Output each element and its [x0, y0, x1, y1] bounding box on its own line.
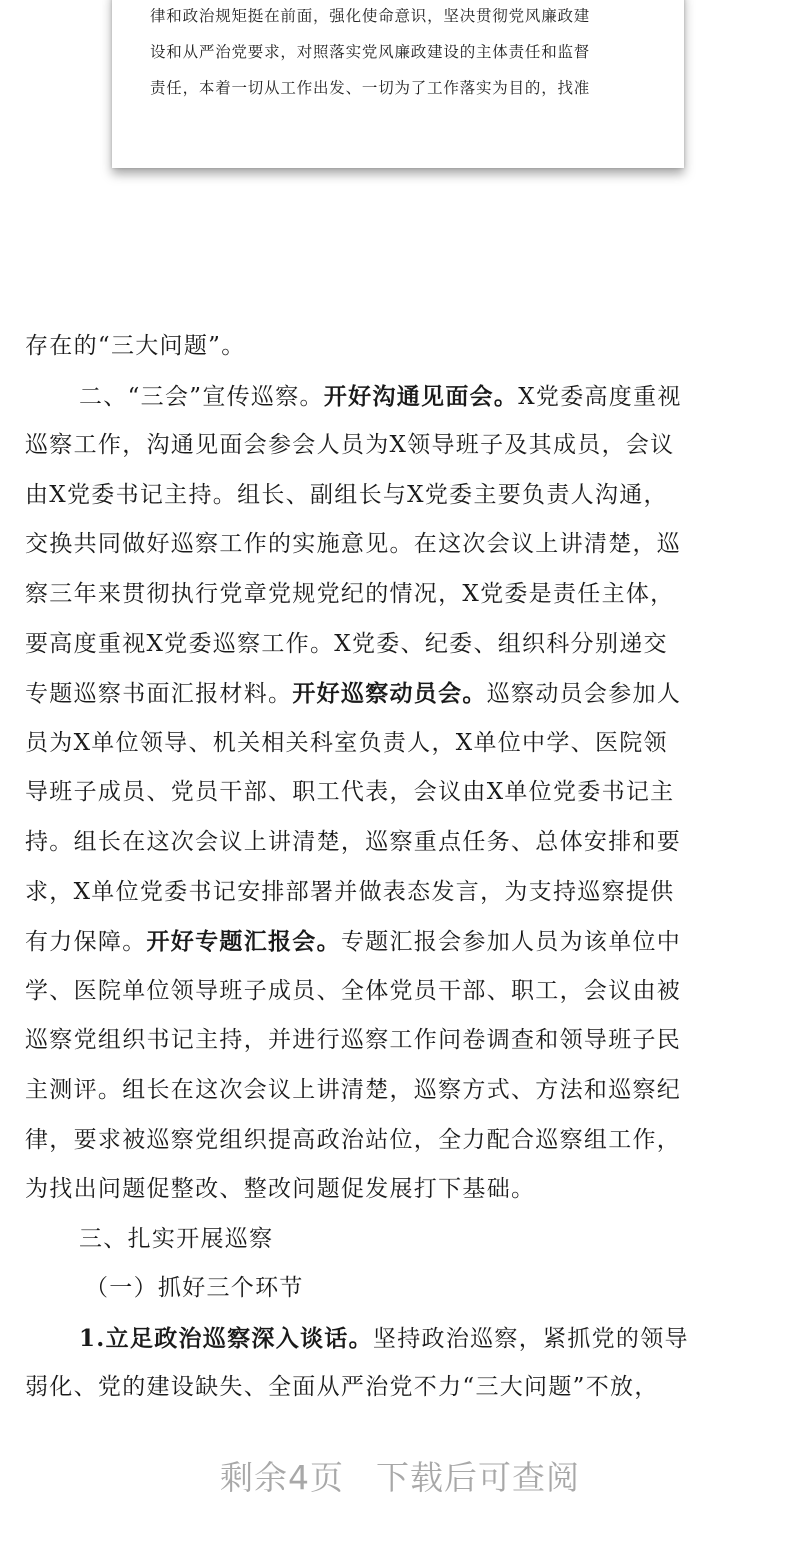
text-span: X党委高度重视: [518, 383, 682, 410]
text-line: 弱化、党的建设缺失、全面从严治党不力“三大问题”不放，: [25, 1374, 659, 1401]
document-body: [25, 322, 785, 1413]
text-line: 察三年来贯彻执行党章党规党纪的情况，X党委是责任主体，: [25, 580, 675, 607]
text-line: 持。组长在这次会议上讲清楚，巡察重点任务、总体安排和要: [25, 828, 682, 855]
text-line: 要高度重视X党委巡察工作。X党委、纪委、组织科分别递交: [25, 630, 668, 657]
card-line: 设和从严治党要求，对照落实党风廉政建设的主体责任和监督: [150, 43, 591, 61]
text-line: [25, 1314, 785, 1364]
subsection-heading: （一）抓好三个环节: [85, 1275, 304, 1302]
preview-page-card: [112, 0, 684, 168]
text-line: [25, 669, 785, 719]
text-line: 由X党委书记主持。组长、副组长与X党委主要负责人沟通，: [25, 481, 668, 508]
text-line: 交换共同做好巡察工作的实施意见。在这次会议上讲清楚，巡: [25, 531, 682, 558]
card-line: 责任，本着一切从工作出发、一切为了工作落实为目的，找准: [150, 79, 591, 97]
text-line: 律，要求被巡察党组织提高政治站位，全力配合巡察组工作，: [25, 1126, 682, 1153]
text-span: 专题汇报会参加人员为该单位中: [340, 929, 682, 956]
text-line: [25, 917, 785, 967]
text-span: 有力保障。: [25, 929, 147, 956]
text-line: 主测评。组长在这次会议上讲清楚，巡察方式、方法和巡察纪: [25, 1076, 682, 1103]
text-line: 导班子成员、党员干部、职工代表，会议由X单位党委书记主: [25, 779, 675, 806]
download-hint-text: 下载后可查阅: [376, 1458, 580, 1497]
remaining-pages-banner[interactable]: [0, 1452, 800, 1499]
card-line: 律和政治规矩挺在前面，强化使命意识，坚决贯彻党风廉政建: [150, 7, 591, 25]
bold-subheading: 开好巡察动员会。: [292, 680, 487, 708]
text-line: 为找出问题促整改、整改问题促发展打下基础。: [25, 1176, 536, 1203]
remaining-pages-text: 剩余4页: [220, 1458, 344, 1497]
section-heading: 二、“三会”宣传巡察。: [79, 383, 324, 410]
text-span: 专题巡察书面汇报材料。: [25, 681, 293, 708]
bold-subheading: 1.立足政治巡察深入谈话。: [79, 1324, 373, 1352]
text-line: 员为X单位领导、机关相关科室负责人，X单位中学、医院领: [25, 729, 668, 756]
text-line: 巡察党组织书记主持，并进行巡察工作问卷调查和领导班子民: [25, 1027, 682, 1054]
text-span: 坚持政治巡察，紧抓党的领导: [372, 1325, 689, 1352]
section-heading: 三、扎实开展巡察: [79, 1225, 274, 1252]
bold-subheading: 开好专题汇报会。: [146, 928, 341, 956]
text-line: 存在的“三大问题”。: [25, 333, 246, 359]
text-line: 学、医院单位领导班子成员、全体党员干部、职工，会议由被: [25, 977, 682, 1004]
text-span: 巡察动员会参加人: [486, 681, 682, 708]
text-line: 巡察工作，沟通见面会参会人员为X领导班子及其成员，会议: [25, 432, 675, 459]
text-line: 求，X单位党委书记安排部署并做表态发言，为支持巡察提供: [25, 878, 675, 905]
bold-subheading: 开好沟通见面会。: [323, 382, 519, 410]
text-line: [25, 372, 785, 422]
